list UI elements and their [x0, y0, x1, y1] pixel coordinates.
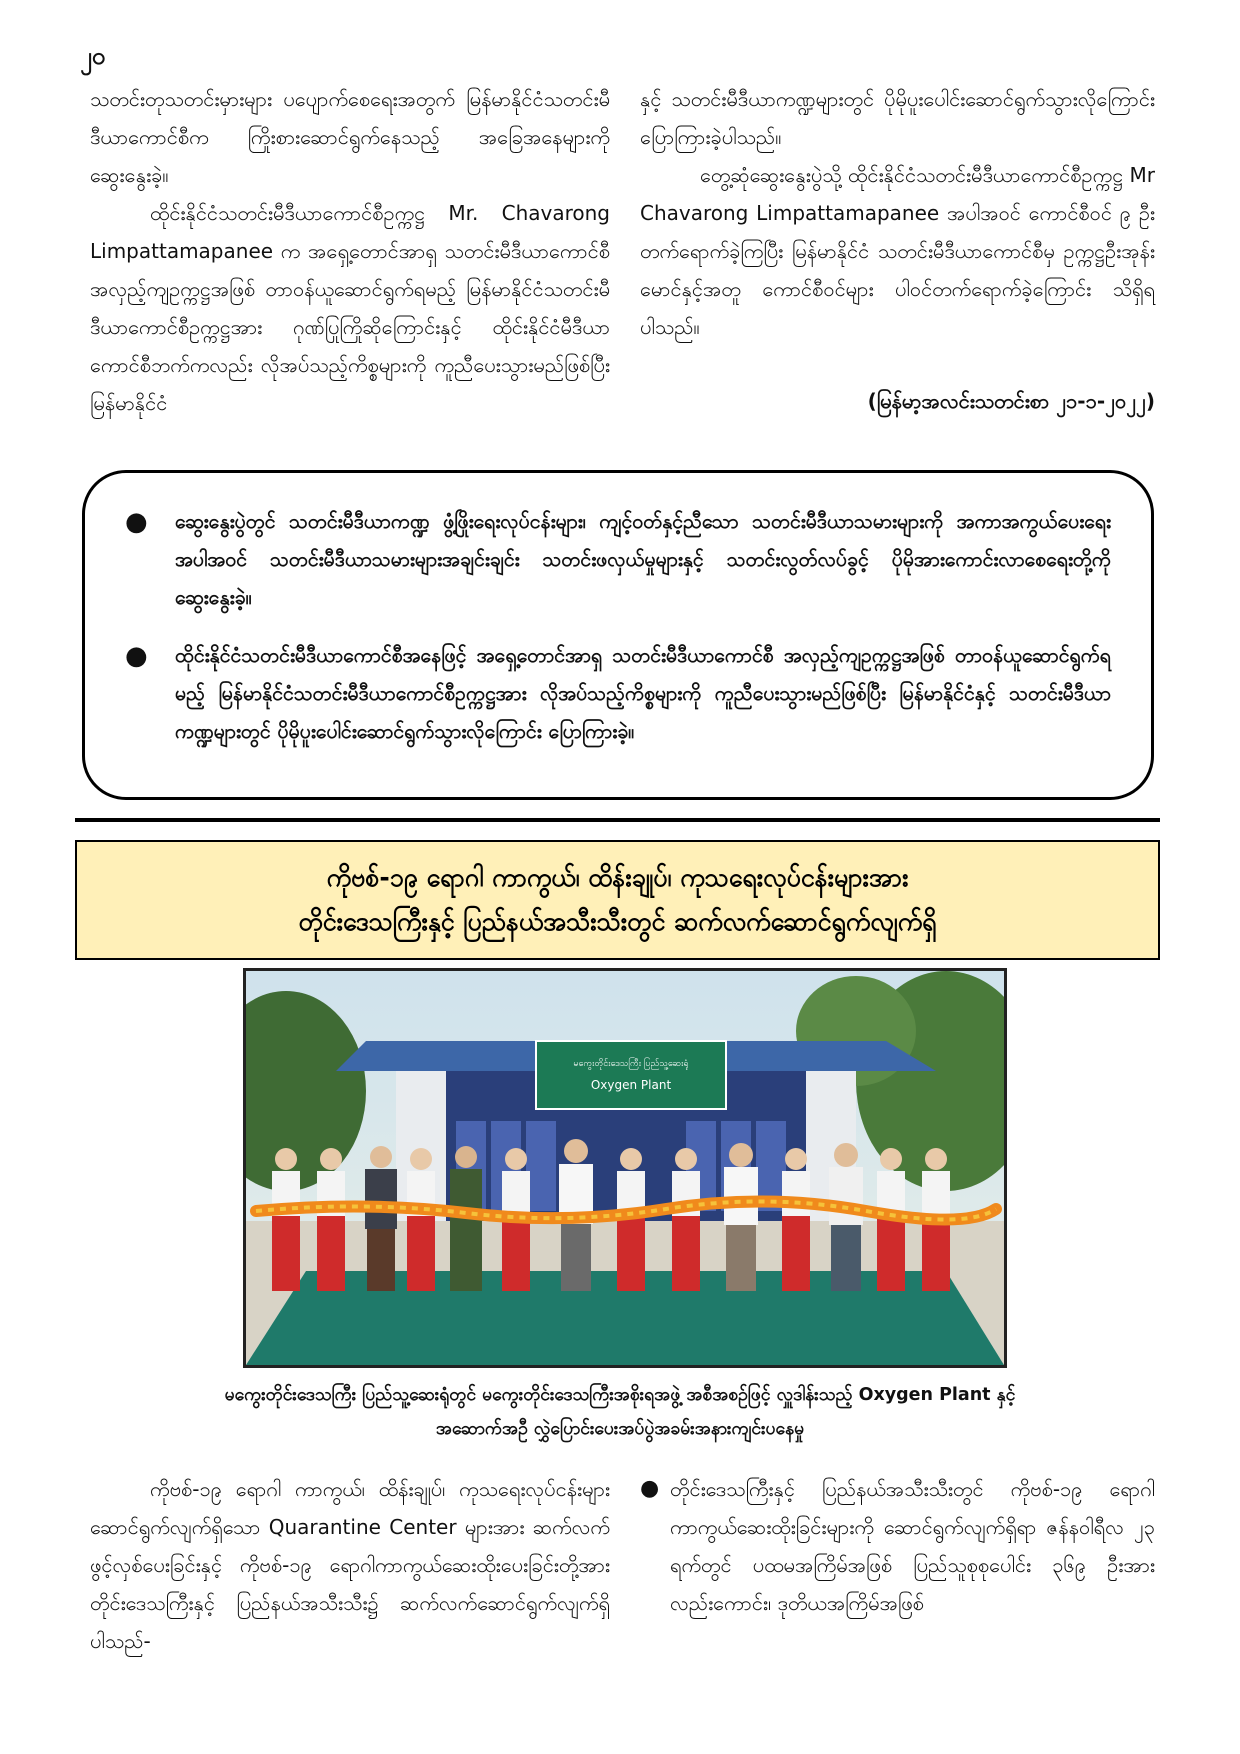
list-item-text: တိုင်းဒေသကြီးနှင့် ပြည်နယ်အသီးသီးတွင် ကိုဗစ်-၁၉ ရောဂါ ကာကွယ်ဆေးထိုးခြင်းများကို ဆောင်ရွက်လျက်ရှိရာ ဇန်နဝါရီလ ၂၃ ရက်တွင် ပထမအကြိမ်အဖြစ် ပြည်သူစုစုပေါင်း ၃၆၉ ဦးအားလည်းကောင်း၊ ဒုတိယအကြိမ်အဖြစ် — [670, 1477, 1155, 1615]
bottom-article-left-column — [90, 1470, 610, 1660]
headline-box — [75, 840, 1160, 960]
paragraph: သတင်းတုသတင်းမှားများ ပပျောက်စေရေးအတွက် မြန်မာနိုင်ငံသတင်းမီဒီယာကောင်စီက ကြိုးစားဆောင်ရွက်နေသည့် အခြေအနေများကို ဆွေးနွေးခဲ့။ — [90, 87, 610, 187]
ceremony-photo-illustration — [246, 971, 1004, 1365]
bullet-icon: ● — [640, 1476, 660, 1501]
caption-line: အဆောက်အဦ လွှဲပြောင်းပေးအပ်ပွဲအခမ်းအနားကျင်းပနေမှု — [435, 1419, 805, 1439]
bottom-article-right-column — [640, 1470, 1155, 1622]
section-divider — [75, 818, 1160, 822]
paragraph: တွေ့ဆုံဆွေးနွေးပွဲသို့ ထိုင်းနိုင်ငံသတင်းမီဒီယာကောင်စီဥက္ကဋ္ဌ Mr Chavarong Limpattamapanee အပါအဝင် ကောင်စီဝင် ၉ ဦး တက်ရောက်ခဲ့ကြပြီး မြန်မာနိုင်ငံ သတင်းမီဒီယာကောင်စီမှ ဥက္ကဋ္ဌဦးအုန်းမောင်နှင့်အတူ ကောင်စီဝင်များ ပါဝင်တက်ရောက်ခဲ့ကြောင်း သိရှိရပါသည်။ — [640, 163, 1155, 339]
paragraph: ကိုဗစ်-၁၉ ရောဂါ ကာကွယ်၊ ထိန်းချုပ်၊ ကုသရေးလုပ်ငန်းများဆောင်ရွက်လျက်ရှိသော Quarantine Center များအား ဆက်လက်ဖွင့်လှစ်ပေးခြင်းနှင့် ကိုဗစ်-၁၉ ရောဂါကာကွယ်ဆေးထိုးပေးခြင်းတို့အား တိုင်းဒေသကြီးနှင့် ပြည်နယ်အသီးသီး၌ ဆက်လက်ဆောင်ရွက်လျက်ရှိပါသည်- — [90, 1477, 610, 1653]
photo-caption — [120, 1378, 1120, 1446]
banner-text: Oxygen Plant — [590, 1078, 672, 1092]
bullet-icon: ● — [125, 641, 148, 671]
page-number: ၂၀ — [80, 42, 106, 70]
headline-line: ကိုဗစ်-၁၉ ရောဂါ ကာကွယ်၊ ထိန်းချုပ်၊ ကုသရေးလုပ်ငန်းများအား — [326, 863, 909, 892]
top-article-right-column — [640, 80, 1155, 420]
summary-box — [82, 470, 1154, 800]
summary-bullet-text: ထိုင်းနိုင်ငံသတင်းမီဒီယာကောင်စီအနေဖြင့် အရှေ့တောင်အာရှ သတင်းမီဒီယာကောင်စီ အလှည့်ကျဥက္ကဋ္ဌအဖြစ် တာဝန်ယူဆောင်ရွက်ရမည့် မြန်မာနိုင်ငံသတင်းမီဒီယာကောင်စီဥက္ကဋ္ဌအား လိုအပ်သည့်ကိစ္စများကို ကူညီပေးသွားမည်ဖြစ်ပြီး မြန်မာနိုင်ငံနှင့် သတင်းမီဒီယာကဏ္ဍများတွင် ပိုမိုပူးပေါင်းဆောင်ရွက်သွားလိုကြောင်း ပြောကြားခဲ့။ — [175, 644, 1111, 743]
banner-text: မကွေးတိုင်းဒေသကြီး ပြည်သူ့ဆေးရုံ — [573, 1059, 689, 1069]
caption-line: မကွေးတိုင်းဒေသကြီး ပြည်သူ့ဆေးရုံတွင် မကွေးတိုင်းဒေသကြီးအစိုးရအဖွဲ့ အစီအစဉ်ဖြင့် လှူဒါန်းသည့် Oxygen Plant နှင့် — [224, 1385, 1016, 1405]
headline-line: တိုင်းဒေသကြီးနှင့် ပြည်နယ်အသီးသီးတွင် ဆက်လက်ဆောင်ရွက်လျက်ရှိ — [298, 907, 937, 936]
summary-bullet — [125, 637, 1111, 751]
summary-bullet — [125, 503, 1111, 617]
source-citation: (မြန်မာ့အလင်းသတင်းစာ ၂၁-၁-၂၀၂၂) — [867, 389, 1155, 413]
summary-bullet-text: ဆွေးနွေးပွဲတွင် သတင်းမီဒီယာကဏ္ဍ ဖွံ့ဖြိုးရေးလုပ်ငန်းများ၊ ကျင့်ဝတ်နှင့်ညီသော သတင်းမီဒီယာသမားများကို အကာအကွယ်ပေးရေးအပါအဝင် သတင်းမီဒီယာသမားများအချင်းချင်း သတင်းဖလှယ်မှုများနှင့် သတင်းလွတ်လပ်ခွင့် ပိုမိုအားကောင်းလာစေရေးတို့ကို ဆွေးနွေးခဲ့။ — [175, 510, 1111, 609]
summary-list — [125, 503, 1111, 751]
top-article-left-column — [90, 80, 610, 422]
list-item — [640, 1470, 1155, 1622]
bullet-icon: ● — [125, 507, 148, 537]
ceremony-photo — [243, 968, 1007, 1368]
paragraph: ထိုင်းနိုင်ငံသတင်းမီဒီယာကောင်စီဥက္ကဋ္ဌ Mr. Chavarong Limpattamapanee က အရှေ့တောင်အာရှ သတင်းမီဒီယာကောင်စီအလှည့်ကျဥက္ကဋ္ဌအဖြစ် တာဝန်ယူဆောင်ရွက်ရမည့် မြန်မာနိုင်ငံသတင်းမီဒီယာကောင်စီဥက္ကဋ္ဌအား ဂုဏ်ပြုကြိုဆိုကြောင်းနှင့် ထိုင်းနိုင်ငံမီဒီယာကောင်စီဘက်ကလည်း လိုအပ်သည့်ကိစ္စများကို ကူညီပေးသွားမည်ဖြစ်ပြီး မြန်မာနိုင်ငံ — [90, 201, 610, 415]
paragraph: နှင့် သတင်းမီဒီယာကဏ္ဍများတွင် ပိုမိုပူးပေါင်းဆောင်ရွက်သွားလိုကြောင်း ပြောကြားခဲ့ပါသည်။ — [640, 87, 1155, 149]
